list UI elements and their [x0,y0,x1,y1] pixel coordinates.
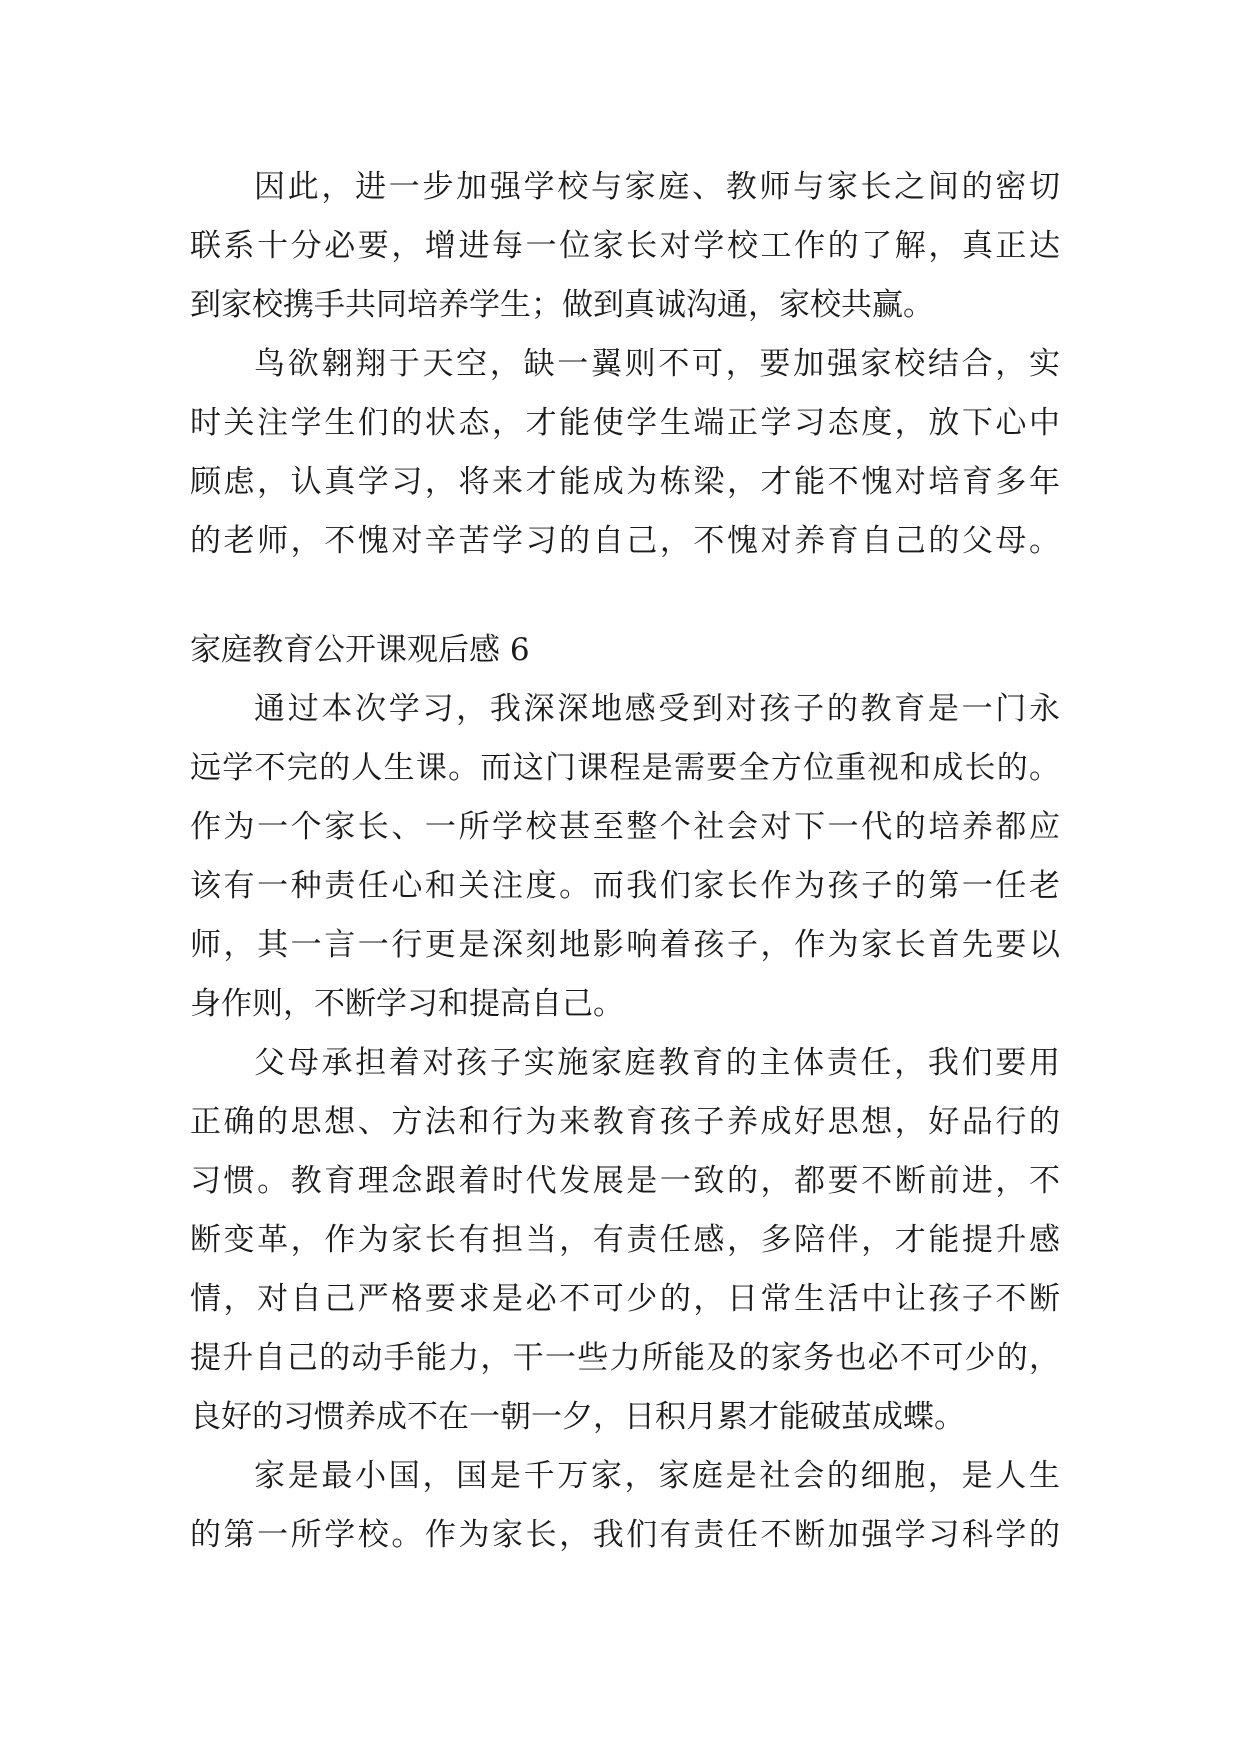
paragraph-3-line-1: 通过本次学习，我深深地感受到对孩子的教育是一门永 [254,691,1060,727]
paragraph-4-line-4: 断变革，作为家长有担当，有责任感，多陪伴，才能提升感 [190,1222,1060,1258]
paragraph-5-line-2: 的第一所学校。作为家长，我们有责任不断加强学习科学的 [190,1517,1060,1553]
paragraph-3-line-6: 身作则，不断学习和提高自己。 [190,986,624,1022]
paragraph-3-line-3: 作为一个家长、一所学校甚至整个社会对下一代的培养都应 [190,809,1060,845]
paragraph-4-line-7: 良好的习惯养成不在一朝一夕，日积月累才能破茧成蝶。 [190,1399,965,1435]
paragraph-3-line-5: 师，其一言一行更是深刻地影响着孩子，作为家长首先要以 [190,927,1060,963]
paragraph-2-line-2: 时关注学生们的状态，才能使学生端正学习态度，放下心中 [190,405,1060,441]
section-heading: 家庭教育公开课观后感 6 [190,632,530,668]
paragraph-3-line-2: 远学不完的人生课。而这门课程是需要全方位重视和成长的。 [190,750,1060,786]
paragraph-4-line-5: 情，对自己严格要求是必不可少的，日常生活中让孩子不断 [190,1281,1060,1317]
paragraph-3-line-4: 该有一种责任心和关注度。而我们家长作为孩子的第一任老 [190,868,1060,904]
paragraph-2-line-4: 的老师，不愧对辛苦学习的自己，不愧对养育自己的父母。 [190,523,1060,559]
paragraph-1-line-1: 因此，进一步加强学校与家庭、教师与家长之间的密切 [254,169,1060,205]
paragraph-2-line-3: 顾虑，认真学习，将来才能成为栋梁，才能不愧对培育多年 [190,464,1060,500]
paragraph-4-line-3: 习惯。教育理念跟着时代发展是一致的，都要不断前进，不 [190,1163,1060,1199]
paragraph-4-line-2: 正确的思想、方法和行为来教育孩子养成好思想，好品行的 [190,1104,1060,1140]
paragraph-2-line-1: 鸟欲翱翔于天空，缺一翼则不可，要加强家校结合，实 [254,346,1060,382]
paragraph-1-line-2: 联系十分必要，增进每一位家长对学校工作的了解，真正达 [190,228,1060,264]
paragraph-4-line-1: 父母承担着对孩子实施家庭教育的主体责任，我们要用 [254,1045,1060,1081]
paragraph-1-line-3: 到家校携手共同培养学生；做到真诚沟通，家校共赢。 [190,287,934,323]
paragraph-5-line-1: 家是最小国，国是千万家，家庭是社会的细胞，是人生 [254,1458,1060,1494]
paragraph-4-line-6: 提升自己的动手能力，干一些力所能及的家务也必不可少的， [190,1340,1060,1376]
